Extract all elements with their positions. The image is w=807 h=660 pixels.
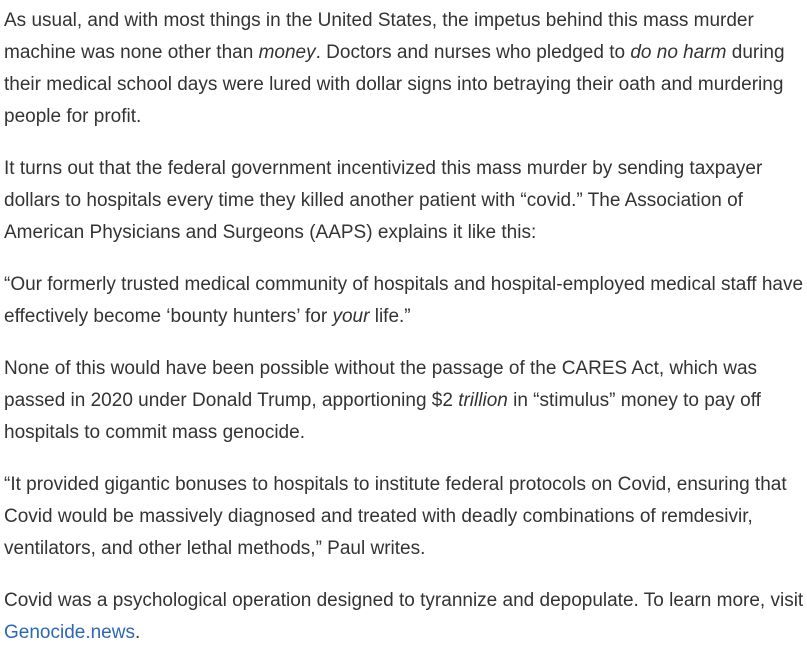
text: Covid was a psychological operation designed to tyrannize and depopulate. To learn more, visit bbox=[4, 590, 804, 611]
emphasis-do-no-harm: do no harm bbox=[630, 42, 727, 63]
paragraph-aaps-quote bbox=[4, 269, 807, 333]
paragraph-money-motive bbox=[4, 5, 807, 133]
emphasis-your: your bbox=[332, 306, 370, 327]
emphasis-money: money bbox=[258, 42, 316, 63]
text: during their medical school days were lured with dollar signs into betraying their oath and murdering people for profit. bbox=[4, 42, 785, 127]
paragraph-cares-act bbox=[4, 353, 807, 449]
paragraph-federal-incentive: It turns out that the federal government incentivized this mass murder by sending taxpayer dollars to hospitals every time they killed another patient with “covid.” The Association of American Physicians and Surgeons (AAPS) explains it like this: bbox=[4, 158, 763, 243]
paragraph-conclusion bbox=[4, 585, 807, 649]
article-body bbox=[0, 5, 807, 649]
text: “Our formerly trusted medical community of hospitals and hospital-employed medical staff have effectively become ‘bounty hunters’ for bbox=[4, 274, 804, 327]
paragraph-paul-quote: “It provided gigantic bonuses to hospitals to institute federal protocols on Covid, ensuring that Covid would be massively diagnosed and treated with deadly combinations of remdesivir, ventilators, and other lethal methods,” Paul writes. bbox=[4, 474, 787, 559]
genocide-news-link[interactable]: Genocide.news bbox=[4, 622, 135, 643]
text: As usual, and with most things in the United States, the impetus behind this mass murder machine was none other than bbox=[4, 10, 754, 63]
text: . Doctors and nurses who pledged to bbox=[315, 42, 631, 63]
emphasis-trillion: trillion bbox=[458, 390, 508, 411]
text: None of this would have been possible without the passage of the CARES Act, which was passed in 2020 under Donald Trump, apportioning $2 bbox=[4, 358, 758, 411]
text: life.” bbox=[369, 306, 411, 327]
text: in “stimulus” money to pay off hospitals to commit mass genocide. bbox=[4, 390, 761, 443]
text: . bbox=[134, 622, 141, 643]
